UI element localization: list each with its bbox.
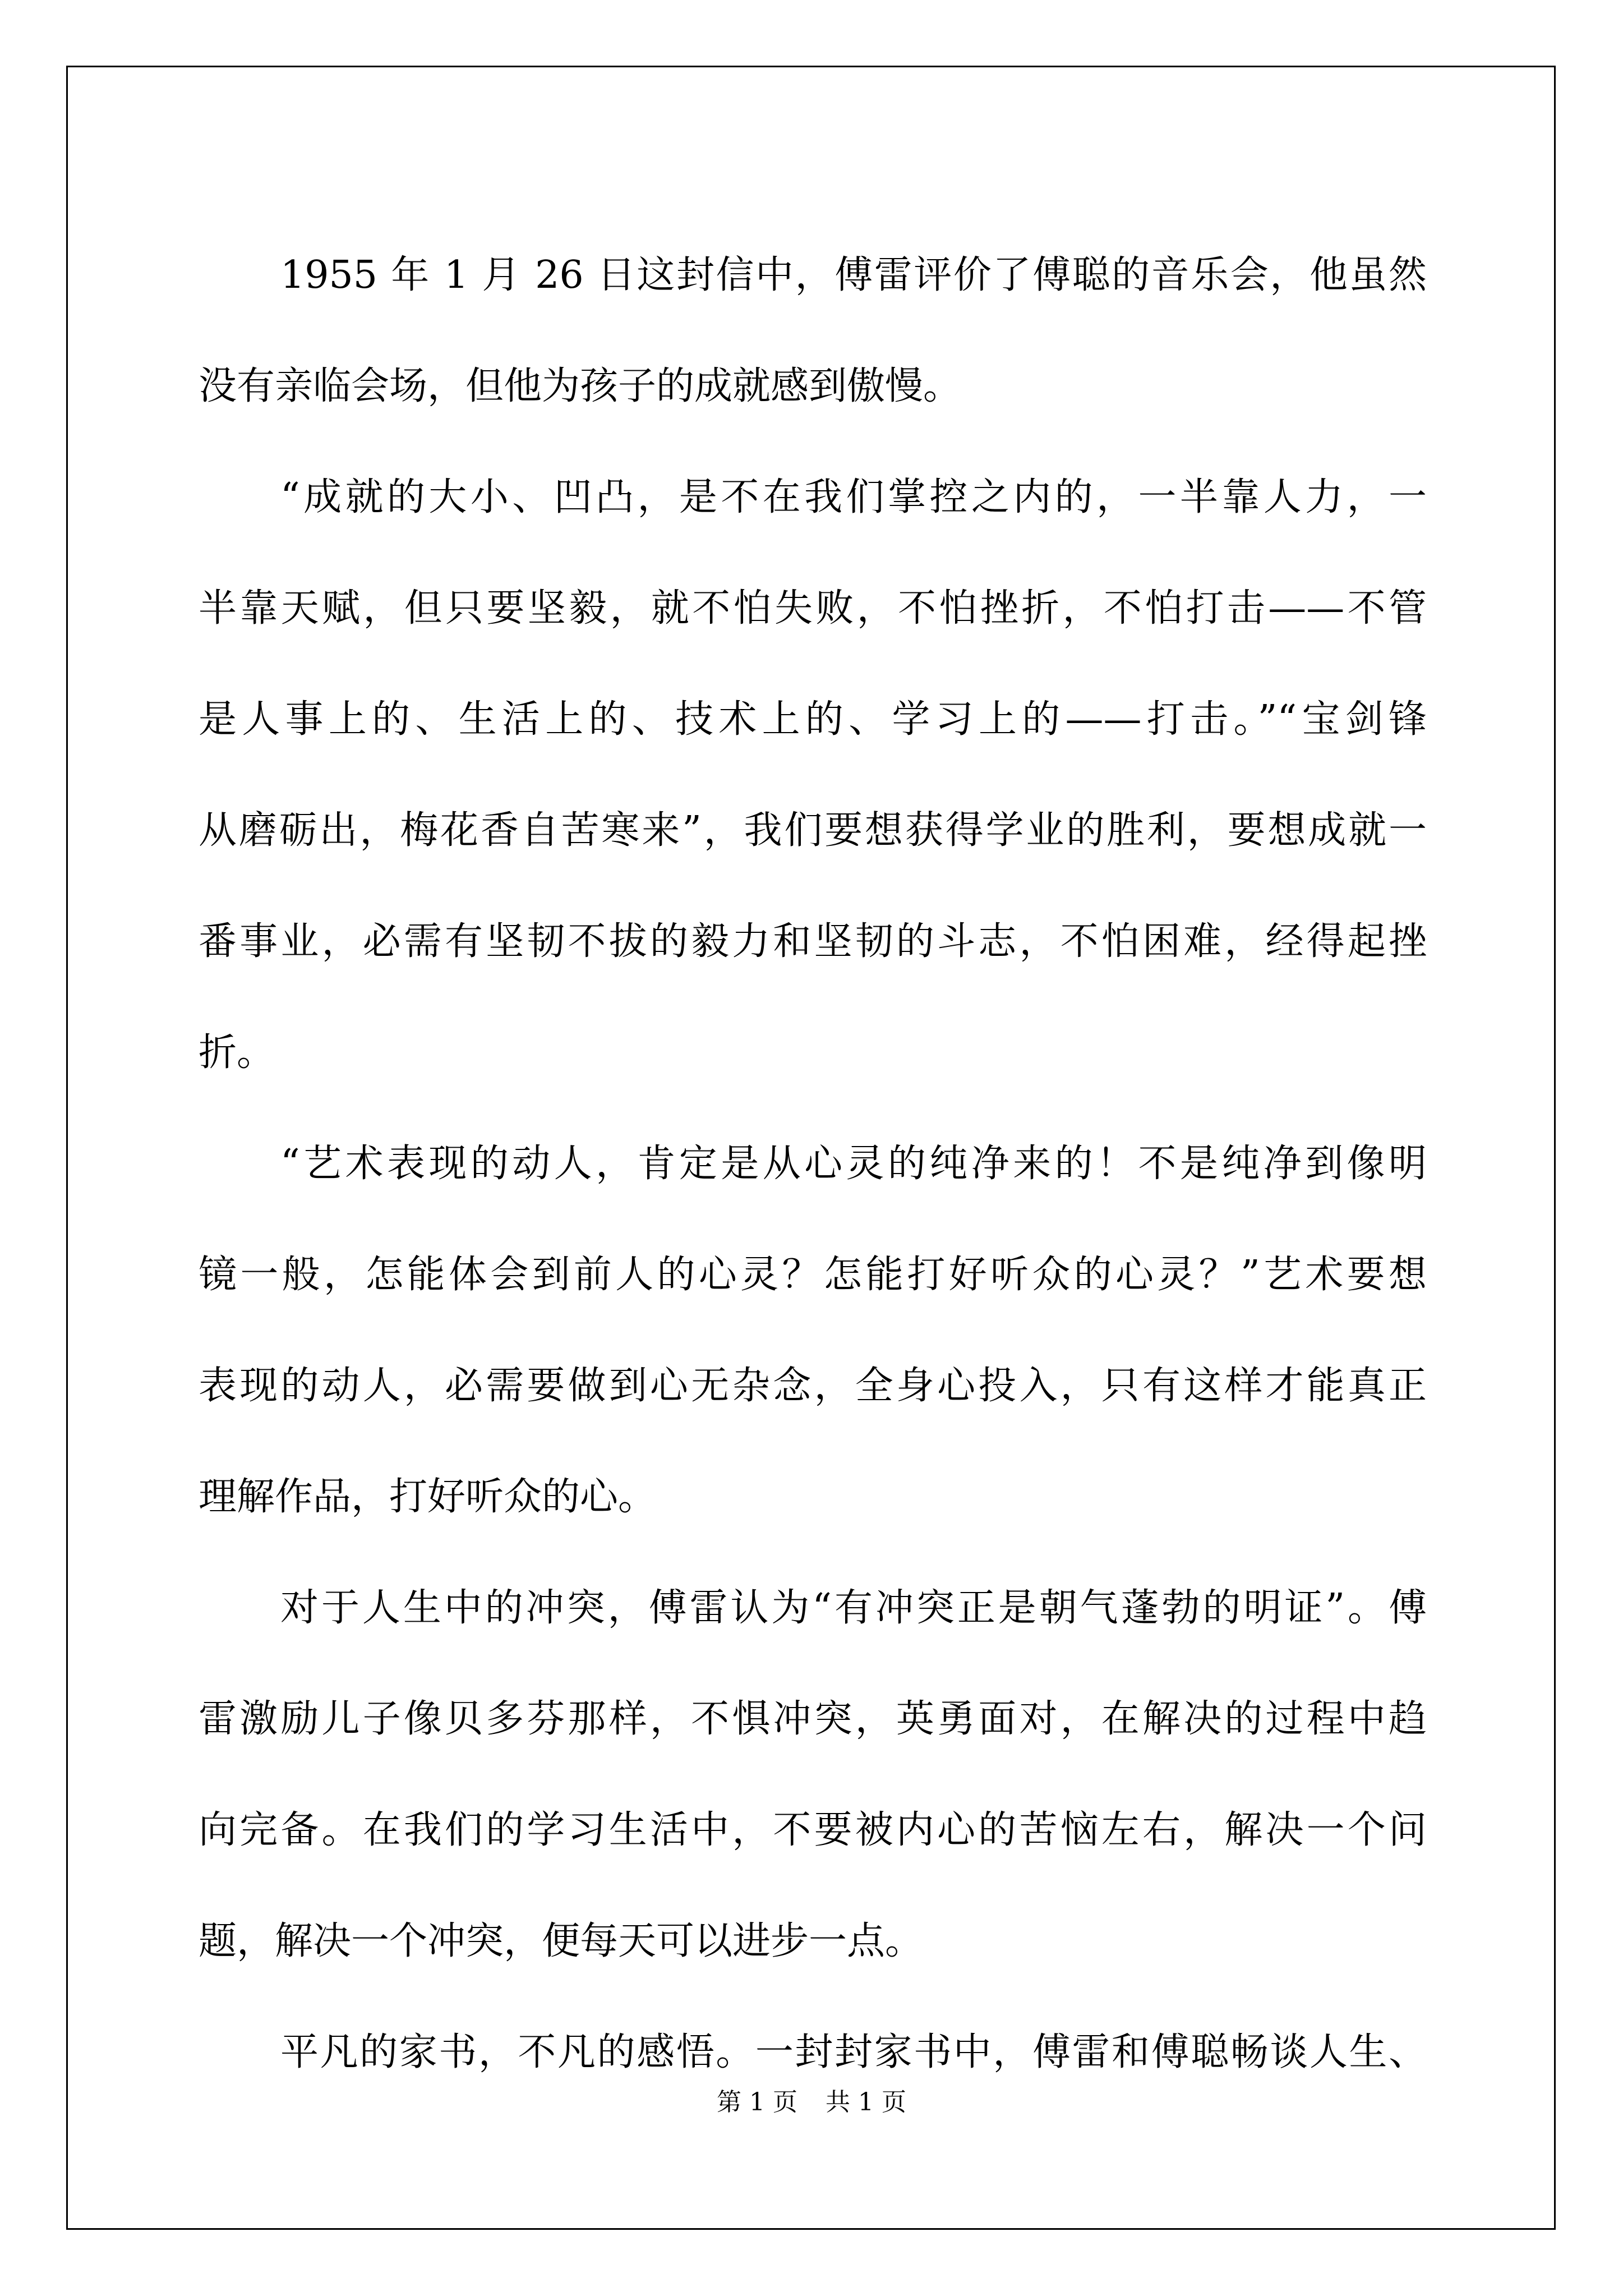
- page-footer: [0, 2086, 1623, 2119]
- document-body: [199, 220, 1427, 2108]
- text-line: 没有亲临会场，但他为孩子的成就感到傲慢。: [199, 364, 962, 408]
- text-line: “艺术表现的动人，肯定是从心灵的纯净来的！不是纯净到像明: [280, 1142, 1427, 1186]
- text-line: 是人事上的、生活上的、技术上的、学习上的——打击。”“宝剑锋: [199, 697, 1427, 742]
- text-line: 镜一般，怎能体会到前人的心灵？怎能打好听众的心灵？”艺术要想: [199, 1253, 1427, 1297]
- text-line: 雷激励儿子像贝多芬那样，不惧冲突，英勇面对，在解决的过程中趋: [199, 1697, 1427, 1741]
- text-line: 1955 年 1 月 26 日这封信中，傅雷评价了傅聪的音乐会，他虽然: [280, 253, 1427, 297]
- text-line: 平凡的家书，不凡的感悟。一封封家书中，傅雷和傅聪畅谈人生、: [280, 2030, 1427, 2074]
- page-number: 第 1 页: [717, 2088, 797, 2116]
- text-line: 半靠天赋，但只要坚毅，就不怕失败，不怕挫折，不怕打击——不管: [199, 586, 1427, 631]
- text-line: 向完备。在我们的学习生活中，不要被内心的苦恼左右，解决一个问: [199, 1808, 1427, 1852]
- text-line: “成就的大小、凹凸，是不在我们掌控之内的，一半靠人力，一: [280, 475, 1427, 519]
- text-line: 理解作品，打好听众的心。: [199, 1475, 657, 1519]
- text-line: 番事业，必需有坚韧不拔的毅力和坚韧的斗志，不怕困难，经得起挫: [199, 919, 1427, 964]
- page-total: 共 1 页: [826, 2088, 906, 2116]
- text-line: 对于人生中的冲突，傅雷认为“有冲突正是朝气蓬勃的明证”。傅: [280, 1586, 1427, 1630]
- text-line: 折。: [199, 1030, 275, 1075]
- text-line: 表现的动人，必需要做到心无杂念，全身心投入，只有这样才能真正: [199, 1364, 1427, 1408]
- text-line: 题，解决一个冲突，便每天可以进步一点。: [199, 1919, 924, 1963]
- text-line: 从磨砺出，梅花香自苦寒来”，我们要想获得学业的胜利，要想成就一: [199, 808, 1427, 853]
